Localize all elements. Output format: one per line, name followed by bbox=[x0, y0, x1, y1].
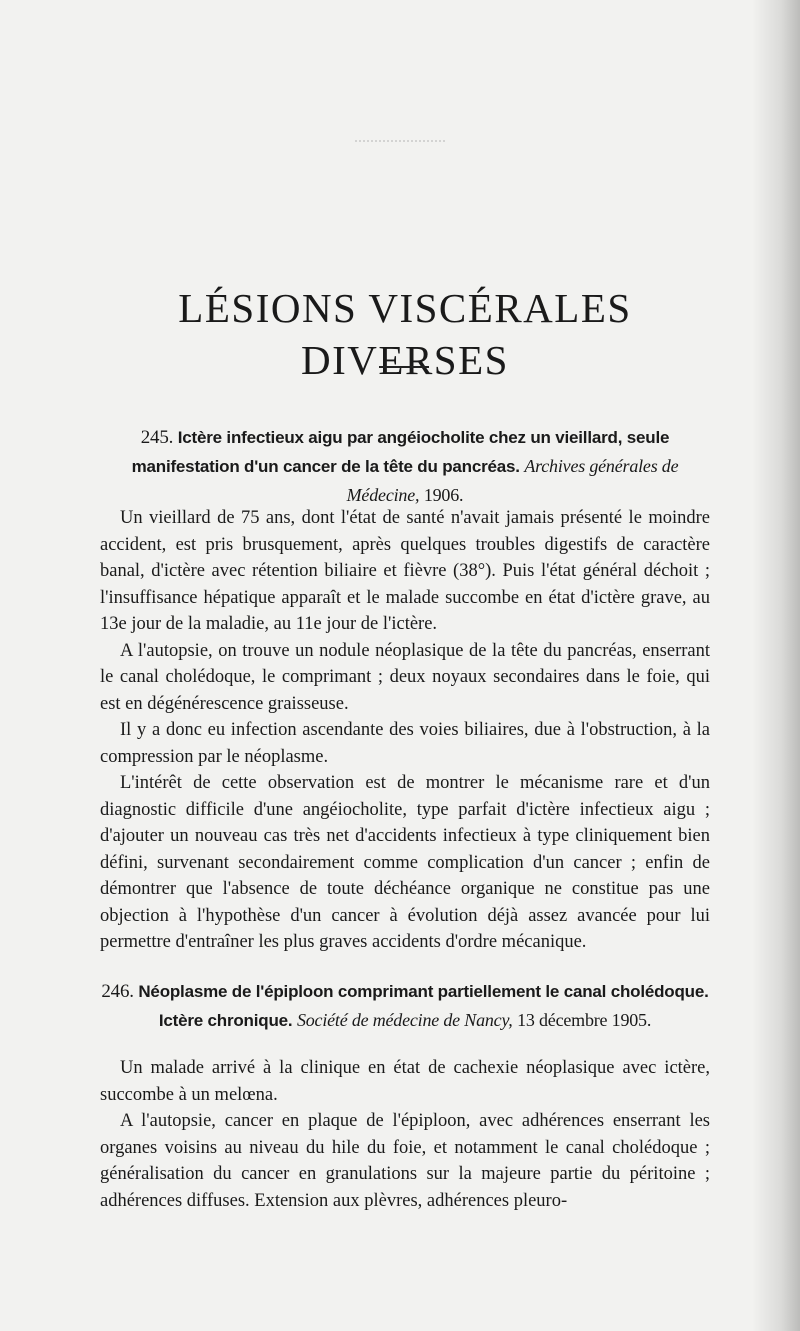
entry-245-body bbox=[100, 505, 710, 956]
entry-246-body bbox=[100, 1055, 710, 1214]
entry-number: 245. bbox=[140, 427, 174, 448]
page-edge-shadow bbox=[752, 0, 800, 1331]
faint-bleed-through-mark bbox=[355, 140, 445, 152]
entry-title-text: Néoplasme de l'épiploon comprimant partiellement le canal cholédoque. Ictère chronique. bbox=[138, 982, 709, 1030]
entry-245-title bbox=[100, 424, 710, 510]
entry-date: 1906. bbox=[423, 485, 464, 505]
entry-246-title bbox=[100, 978, 710, 1035]
entry-title-text: Ictère infectieux aigu par angéiocholite chez un vieillard, seule manifestation d'un cancer de la tête du pancréas. bbox=[131, 428, 670, 476]
paragraph: A l'autopsie, cancer en plaque de l'épiploon, avec adhérences enserrant les organes voisins au niveau du hile du foie, et notamment le canal cholédoque ; généralisation du cancer en granulations sur la majeure partie du péritoine ; adhérences diffuses. Extension aux plèvres, adhérences pleuro- bbox=[100, 1111, 710, 1211]
paragraph: Un vieillard de 75 ans, dont l'état de santé n'avait jamais présenté le moindre accident, est pris brusquement, après quelques troubles digestifs de caractère banal, d'ictère avec rétention biliaire et fièvre (38°). Puis l'état général déchoit ; l'insuffisance hépatique apparaît et le malade succombe en état d'ictère grave, au 13e jour de la maladie, au 11e jour de l'ictère. bbox=[100, 508, 710, 634]
heading-rule bbox=[379, 366, 429, 368]
paragraph: Il y a donc eu infection ascendante des voies biliaires, due à l'obstruction, à la compression par le néoplasme. bbox=[100, 720, 710, 767]
paragraph: A l'autopsie, on trouve un nodule néoplasique de la tête du pancréas, enserrant le canal cholédoque, le comprimant ; deux noyaux secondaires dans le foie, qui est en dégénérescence graisseuse. bbox=[100, 640, 710, 714]
page-heading: LÉSIONS VISCÉRALES DIVERSES bbox=[178, 285, 632, 383]
paragraph: Un malade arrivé à la clinique en état de cachexie néoplasique avec ictère, succombe à un melœna. bbox=[100, 1058, 710, 1105]
entry-citation: Archives générales de Médecine, bbox=[346, 456, 679, 505]
paragraph: L'intérêt de cette observation est de montrer le mécanisme rare et d'un diagnostic difficile d'une angéiocholite, type parfait d'ictère infectieux aigu ; d'ajouter un nouveau cas très net d'accidents infectieux à type cliniquement bien défini, survenant secondairement comme complication d'un cancer ; enfin de démontrer que l'absence de toute déchéance organique ne constitue pas une objection à l'hypothèse d'un cancer à évolution déjà assez avancée pour lui permettre d'entraîner les plus graves accidents d'ordre mécanique. bbox=[100, 773, 710, 952]
entry-date: 13 décembre 1905. bbox=[517, 1010, 652, 1030]
entry-citation: Société de médecine de Nancy, bbox=[296, 1010, 513, 1030]
entry-number: 246. bbox=[101, 981, 134, 1002]
